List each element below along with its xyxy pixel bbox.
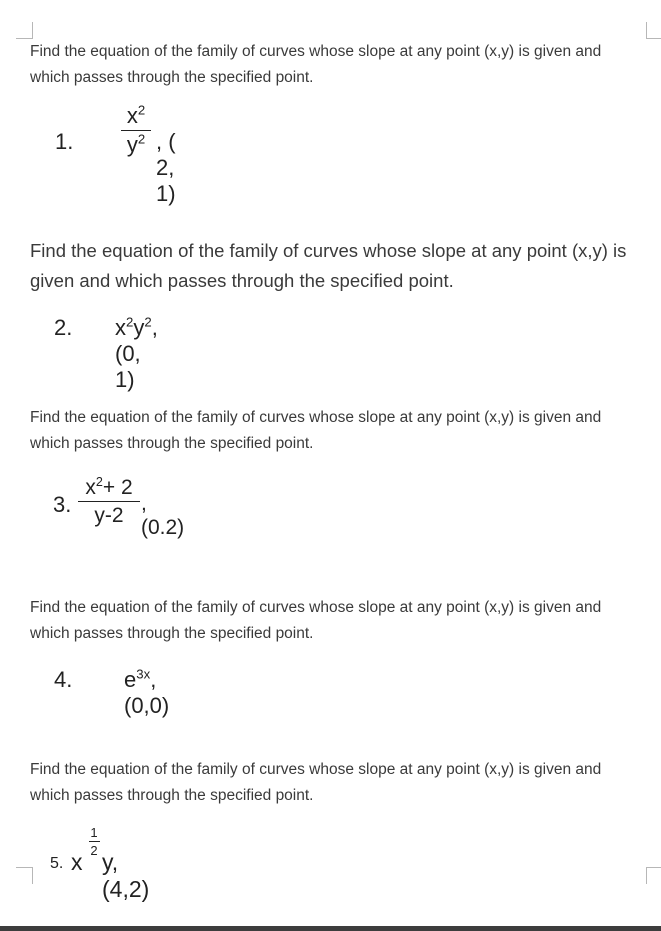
slope-fraction: $x^2$ $y^2$ <box>117 104 155 157</box>
instruction-1: Find the equation of the family of curves whose slope at any point (x,y) is given and which passes through the specified point. <box>30 43 602 86</box>
instruction-3: Find the equation of the family of curves whose slope at any point (x,y) is given and which passes through the specified point. <box>30 409 602 452</box>
problem-number: 2. <box>54 315 73 340</box>
problem-number: 4. <box>54 667 73 692</box>
problem-number: 3. <box>53 492 72 517</box>
slope-expression: $x^2y^2$, (0, 1) <box>115 314 158 392</box>
bottom-border <box>0 926 661 931</box>
instruction-4: Find the equation of the family of curves whose slope at any point (x,y) is given and which passes through the specified point. <box>30 599 602 642</box>
margin-corner-bottom-right <box>646 867 661 884</box>
margin-corner-top-right <box>646 22 661 39</box>
problem-number: 1. <box>55 129 74 154</box>
instruction-2: Find the equation of the family of curves whose slope at any point (x,y) is given and which passes through the specified point. <box>30 240 627 291</box>
problem-number: 5. <box>50 855 64 872</box>
margin-corner-top-left <box>16 22 33 39</box>
slope-base: x <box>71 849 83 875</box>
exponent-fraction: 1 2 <box>90 825 98 858</box>
slope-expression: $e^{3x},(0,0)$ <box>124 666 170 718</box>
slope-variable: y, (4,2) <box>102 849 150 902</box>
margin-corner-bottom-left <box>16 867 33 884</box>
instruction-5: Find the equation of the family of curves whose slope at any point (x,y) is given and which passes through the specified point. <box>30 761 602 804</box>
specified-point: ,(0.2) <box>141 492 185 539</box>
slope-fraction: $x^2+ 2$ y-2 <box>76 476 142 527</box>
specified-point: , ( 2, 1) <box>156 129 176 206</box>
